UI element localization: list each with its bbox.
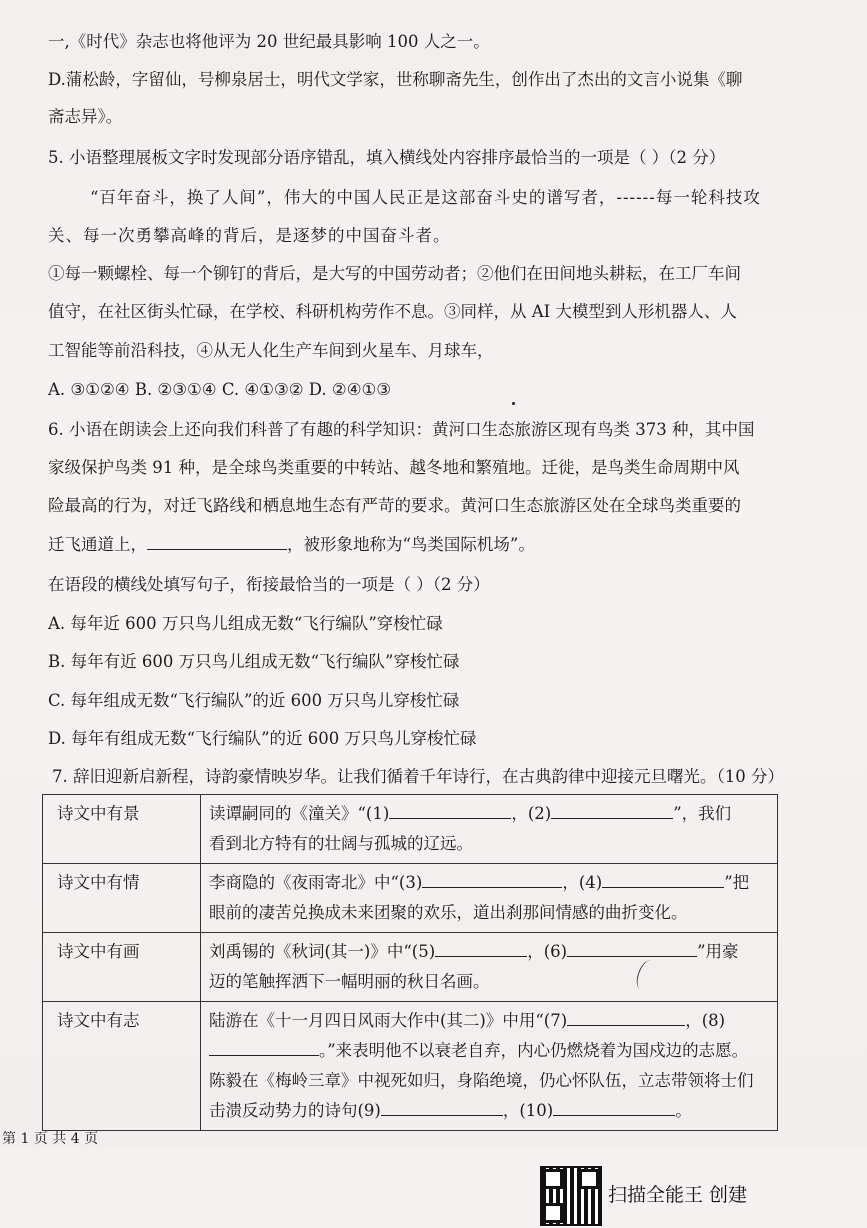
text-fragment: 刘禹锡的《秋词(其一)》中“(5)	[209, 942, 436, 961]
q5-passage: 关、每一次勇攀高峰的背后，是逐梦的中国奋斗者。	[48, 226, 451, 245]
answer-blank[interactable]	[389, 802, 511, 819]
answer-blank[interactable]	[567, 1009, 685, 1026]
row-header: 诗文中有志	[43, 1002, 201, 1131]
text-line: 险最高的行为，对迁飞路线和栖息地生态有严苛的要求。黄河口生态旅游区处在全球鸟类重要的	[48, 496, 741, 515]
row-header: 诗文中有景	[43, 795, 201, 864]
text-line: 家级保护鸟类 91 种，是全球鸟类重要的中转站、越冬地和繁殖地。迁徙，是鸟类生命周期中风	[48, 458, 740, 477]
text-fragment: ，(4)	[562, 873, 603, 892]
text-line: 一,《时代》杂志也将他评为 20 世纪最具影响 100 人之一。	[48, 32, 490, 51]
text-fragment: 迁飞通道上，	[48, 535, 147, 554]
answer-blank[interactable]	[602, 871, 724, 888]
q6-option-a: A. 每年近 600 万只鸟儿组成无数“飞行编队”穿梭忙碌	[48, 614, 443, 633]
q5-option-text: 值守，在社区街头忙碌，在学校、科研机构劳作不息。③同样，从 AI 大模型到人形机器人、人	[48, 302, 737, 321]
text-fragment: ，(6)	[527, 942, 568, 961]
text-line	[48, 533, 535, 557]
answer-blank[interactable]	[381, 1099, 503, 1116]
table-row	[43, 933, 778, 1002]
text-fragment: 陈毅在《梅岭三章》中视死如归，身陷绝境，仍心怀队伍，立志带领将士们	[209, 1071, 754, 1090]
table-row	[43, 1002, 778, 1131]
q5-choices: A. ③①②④ B. ②③①④ C. ④①③② D. ②④①③	[48, 380, 392, 399]
row-content	[201, 795, 778, 864]
row-header: 诗文中有画	[43, 933, 201, 1002]
question-6: 6. 小语在朗读会上还向我们科普了有趣的科学知识：黄河口生态旅游区现有鸟类 373 种，其中国	[48, 420, 755, 439]
text-line: 在语段的横线处填写句子，衔接最恰当的一项是（ ）（2 分）	[48, 575, 490, 594]
text-fragment: 李商隐的《夜雨寄北》中“(3)	[209, 873, 423, 892]
poetry-table	[42, 794, 778, 1131]
row-header: 诗文中有情	[43, 864, 201, 933]
text-fragment: ”用豪	[697, 942, 739, 961]
text-fragment: ”，我们	[673, 804, 732, 823]
q5-option-text: 工智能等前沿科技，④从无人化生产车间到火星车、月球车，	[48, 341, 494, 360]
scanner-watermark: 扫描全能王 创建	[608, 1184, 748, 1206]
q6-option-b: B. 每年有近 600 万只鸟儿组成无数“飞行编队”穿梭忙碌	[48, 652, 460, 671]
table-row	[43, 864, 778, 933]
text-fragment: 。	[675, 1101, 692, 1120]
page-footer: 第 1 页 共 4 页	[2, 1131, 99, 1147]
answer-blank[interactable]	[567, 940, 697, 957]
table-row	[43, 795, 778, 864]
text-fragment: ，被形象地称为“鸟类国际机场”。	[287, 535, 535, 554]
text-fragment: ，(10)	[502, 1101, 554, 1120]
text-fragment: ，(8)	[685, 1011, 726, 1030]
q5-passage: “百年奋斗，换了人间”，伟大的中国人民正是这部奋斗史的谱写者，------每一轮科技攻	[90, 188, 761, 207]
text-fragment: 。”来表明他不以衰老自弃，内心仍燃烧着为国戍边的志愿。	[319, 1041, 749, 1060]
text-fragment: ”把	[724, 873, 750, 892]
qr-code-icon	[540, 1166, 602, 1226]
answer-blank[interactable]	[209, 1039, 319, 1056]
question-7: 7. 辞旧迎新启新程，诗韵豪情映岁华。让我们循着千年诗行，在古典韵律中迎接元旦曙光。（10 分）	[52, 767, 784, 786]
answer-blank[interactable]	[553, 1099, 675, 1116]
text-line: D.蒲松龄，字留仙，号柳泉居士，明代文学家，世称聊斋先生，创作出了杰出的文言小说集《聊	[48, 70, 743, 89]
text-fragment: 眼前的凄苦兑换成未来团聚的欢乐，道出刹那间情感的曲折变化。	[209, 903, 688, 922]
answer-blank[interactable]	[147, 533, 287, 550]
question-5: 5. 小语整理展板文字时发现部分语序错乱，填入横线处内容排序最恰当的一项是（ ）（2 分）	[48, 148, 726, 167]
text-fragment: 迈的笔触挥洒下一幅明丽的秋日名画。	[209, 972, 490, 991]
row-content	[201, 933, 778, 1002]
row-content	[201, 864, 778, 933]
answer-blank[interactable]	[435, 940, 527, 957]
text-fragment: 陆游在《十一月四日风雨大作中(其二)》中用“(7)	[209, 1011, 568, 1030]
text-fragment: ，(2)	[511, 804, 552, 823]
text-line: 斋志异》。	[48, 107, 123, 126]
text-fragment: 看到北方特有的壮阔与孤城的辽远。	[209, 834, 473, 853]
q6-option-d: D. 每年有组成无数“飞行编队”的近 600 万只鸟儿穿梭忙碌	[48, 729, 477, 748]
text-fragment: 击溃反动势力的诗句(9)	[209, 1101, 381, 1120]
answer-blank[interactable]	[422, 871, 562, 888]
row-content	[201, 1002, 778, 1131]
ink-dot	[512, 402, 515, 405]
text-fragment: 读谭嗣同的《潼关》“(1)	[209, 804, 390, 823]
q5-option-text: ①每一颗螺栓、每一个铆钉的背后，是大写的中国劳动者；②他们在田间地头耕耘，在工厂车间	[48, 264, 741, 283]
q6-option-c: C. 每年组成无数“飞行编队”的近 600 万只鸟儿穿梭忙碌	[48, 691, 460, 710]
answer-blank[interactable]	[551, 802, 673, 819]
